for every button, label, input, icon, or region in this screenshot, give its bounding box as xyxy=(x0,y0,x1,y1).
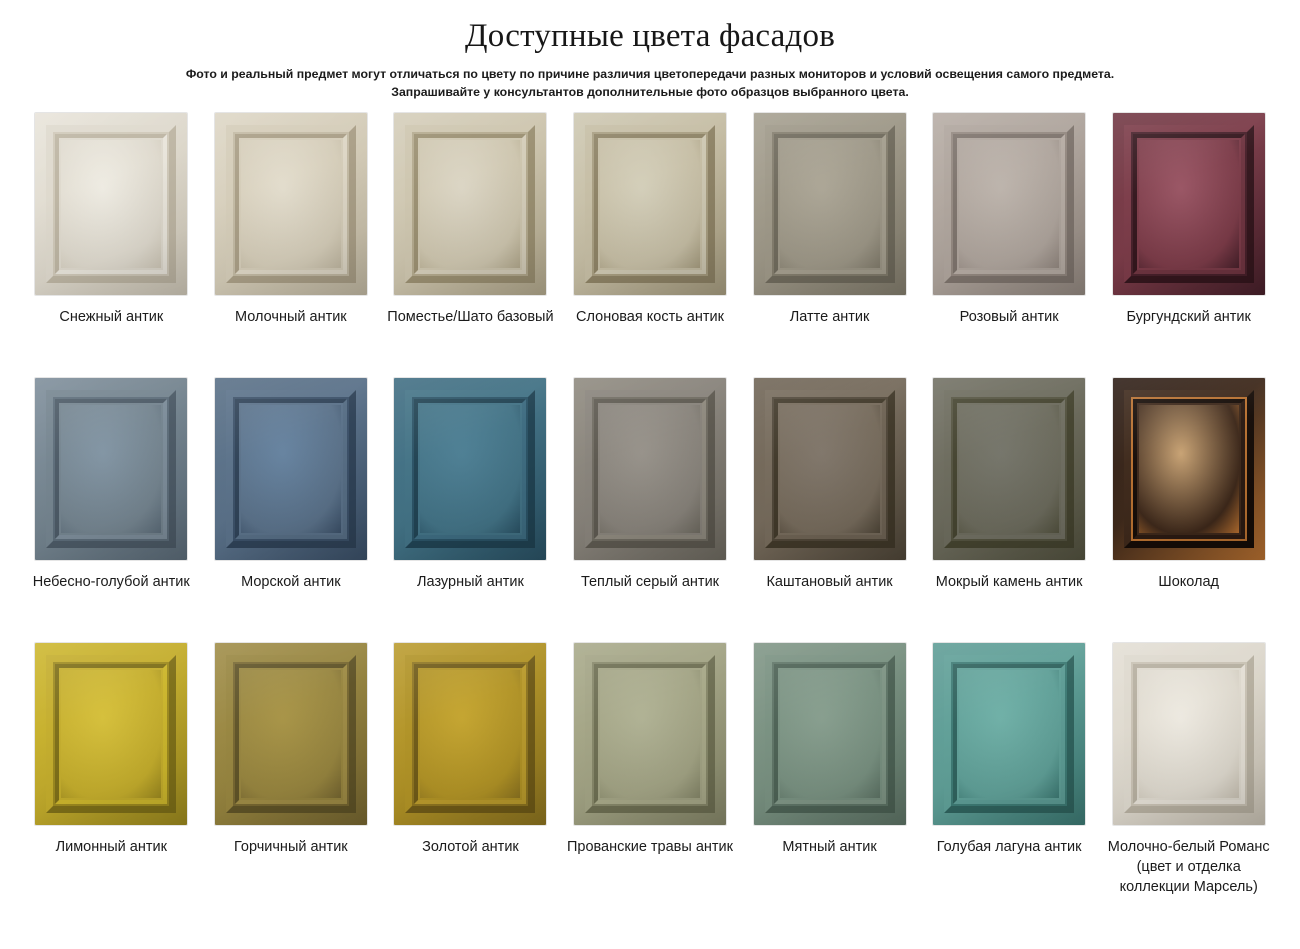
door-center-panel xyxy=(780,140,880,268)
swatch-label: Прованские травы антик xyxy=(566,839,733,855)
swatch-item[interactable] xyxy=(926,643,1093,913)
swatch-item[interactable] xyxy=(567,643,734,913)
swatch-grid-row-3 xyxy=(0,643,1300,913)
swatch-label: Бургундский антик xyxy=(1126,309,1251,325)
door-center-panel xyxy=(1139,140,1239,268)
door-sample[interactable] xyxy=(1113,113,1265,295)
door-sample[interactable] xyxy=(574,113,726,295)
swatch-label: Небесно-голубой антик xyxy=(32,574,190,590)
swatch-label: Молочный антик xyxy=(235,309,347,325)
swatch-item[interactable] xyxy=(1105,643,1272,913)
swatch-label: Морской антик xyxy=(241,574,341,590)
swatch-label: Каштановый антик xyxy=(766,574,893,590)
swatch-item[interactable] xyxy=(567,113,734,378)
door-center-panel xyxy=(600,670,700,798)
door-sample[interactable] xyxy=(215,378,367,560)
swatch-item[interactable] xyxy=(387,113,554,378)
swatch-item[interactable] xyxy=(926,378,1093,643)
swatch-item[interactable] xyxy=(926,113,1093,378)
door-center-panel xyxy=(780,670,880,798)
swatch-label: Теплый серый антик xyxy=(580,574,720,590)
door-center-panel xyxy=(420,140,520,268)
door-center-panel xyxy=(959,405,1059,533)
swatch-label: Розовый антик xyxy=(959,309,1059,325)
swatch-label: Лимонный антик xyxy=(55,839,167,855)
swatch-item[interactable] xyxy=(208,643,375,913)
disclaimer xyxy=(60,65,1240,101)
door-center-panel xyxy=(1139,670,1239,798)
swatch-label: Снежный антик xyxy=(59,309,164,325)
swatch-item[interactable] xyxy=(567,378,734,643)
door-center-panel xyxy=(600,140,700,268)
door-center-panel xyxy=(241,405,341,533)
swatch-label: Голубая лагуна антик xyxy=(936,839,1082,855)
swatch-item[interactable] xyxy=(387,378,554,643)
page-title: Доступные цвета фасадов xyxy=(465,18,835,54)
swatch-label: Горчичный антик xyxy=(234,839,348,855)
door-sample[interactable] xyxy=(394,113,546,295)
door-sample[interactable] xyxy=(574,643,726,825)
door-sample[interactable] xyxy=(574,378,726,560)
swatch-item[interactable] xyxy=(28,113,195,378)
door-center-panel xyxy=(780,405,880,533)
swatch-item[interactable] xyxy=(746,113,913,378)
door-sample[interactable] xyxy=(215,643,367,825)
door-center-panel xyxy=(61,140,161,268)
swatch-label: Золотой антик xyxy=(422,839,519,855)
door-sample[interactable] xyxy=(754,643,906,825)
swatch-grid-row-1 xyxy=(0,113,1300,378)
door-sample[interactable] xyxy=(933,113,1085,295)
color-catalog-page xyxy=(0,18,1300,949)
swatch-item[interactable] xyxy=(208,378,375,643)
door-sample[interactable] xyxy=(754,113,906,295)
swatch-label: Поместье/Шато базовый xyxy=(387,309,554,325)
swatch-item[interactable] xyxy=(28,378,195,643)
door-center-panel xyxy=(241,670,341,798)
door-sample[interactable] xyxy=(754,378,906,560)
door-sample[interactable] xyxy=(1113,378,1265,560)
swatch-item[interactable] xyxy=(1105,378,1272,643)
swatch-label: Молочно-белый Романс (цвет и отделка коллекции Марсель) xyxy=(1107,839,1270,895)
door-center-panel xyxy=(420,405,520,533)
door-center-panel xyxy=(1139,405,1239,533)
door-center-panel xyxy=(959,670,1059,798)
swatch-item[interactable] xyxy=(746,643,913,913)
door-center-panel xyxy=(600,405,700,533)
door-sample[interactable] xyxy=(933,378,1085,560)
swatch-label: Латте антик xyxy=(789,309,870,325)
door-center-panel xyxy=(61,405,161,533)
door-sample[interactable] xyxy=(1113,643,1265,825)
swatch-label: Шоколад xyxy=(1158,574,1219,590)
swatch-label: Мокрый камень антик xyxy=(935,574,1083,590)
disclaimer-line-1: Фото и реальный предмет могут отличаться по цвету по причине различия цветопередачи разных мониторов и условий освещения самого предмета. xyxy=(185,67,1115,81)
door-center-panel xyxy=(959,140,1059,268)
swatch-item[interactable] xyxy=(208,113,375,378)
door-center-panel xyxy=(420,670,520,798)
disclaimer-line-2: Запрашивайте у консультантов дополнительные фото образцов выбранного цвета. xyxy=(391,85,909,99)
door-center-panel xyxy=(61,670,161,798)
swatch-grid-row-2 xyxy=(0,378,1300,643)
swatch-label: Лазурный антик xyxy=(417,574,524,590)
swatch-item[interactable] xyxy=(746,378,913,643)
door-sample[interactable] xyxy=(933,643,1085,825)
door-sample[interactable] xyxy=(35,643,187,825)
door-sample[interactable] xyxy=(394,643,546,825)
swatch-label: Мятный антик xyxy=(782,839,877,855)
swatch-item[interactable] xyxy=(387,643,554,913)
swatch-item[interactable] xyxy=(1105,113,1272,378)
door-sample[interactable] xyxy=(394,378,546,560)
swatch-label: Слоновая кость антик xyxy=(576,309,724,325)
swatch-item[interactable] xyxy=(28,643,195,913)
door-center-panel xyxy=(241,140,341,268)
door-sample[interactable] xyxy=(35,378,187,560)
door-sample[interactable] xyxy=(35,113,187,295)
door-sample[interactable] xyxy=(215,113,367,295)
